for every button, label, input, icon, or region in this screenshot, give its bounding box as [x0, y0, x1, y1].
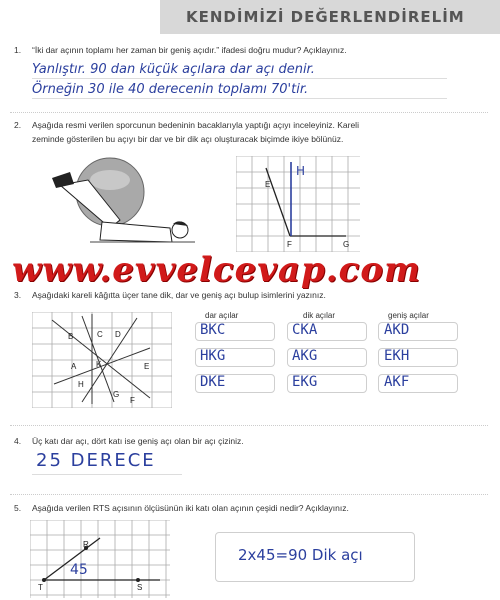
- question-5-number: 5.: [14, 503, 22, 513]
- question-3-number: 3.: [14, 290, 22, 300]
- column-header-right: dik açılar: [303, 311, 336, 320]
- page-title: KENDİMİZİ DEĞERLENDİRELİM: [186, 8, 465, 26]
- label-h: H: [78, 380, 84, 389]
- watermark: www.evvelcevap.com: [12, 250, 421, 290]
- angle-measure: 45: [70, 562, 88, 578]
- column-header-acute: dar açılar: [205, 311, 239, 320]
- question-5-answer: 2x45=90 Dik açı: [238, 546, 363, 564]
- label-r: R: [83, 540, 89, 549]
- right-angle-answer: EKG: [292, 374, 318, 390]
- question-2-number: 2.: [14, 120, 22, 130]
- label-g: G: [113, 390, 120, 399]
- column-header-obtuse: geniş açılar: [388, 311, 429, 320]
- question-5-text: Aşağıda verilen RTS açısının ölçüsünün iki katı olan açının çeşidi nedir? Açıklayınız.: [32, 503, 349, 513]
- obtuse-angle-answer: EKH: [384, 348, 410, 364]
- acute-angle-answer: DKE: [200, 374, 226, 390]
- label-b: B: [68, 332, 74, 341]
- answer-line: [32, 78, 447, 79]
- divider: [10, 494, 488, 495]
- label-a: A: [71, 362, 77, 371]
- question-5-grid: [30, 520, 170, 598]
- label-k: K: [96, 360, 102, 369]
- athlete-illustration: [30, 150, 200, 250]
- right-angle-answer: CKA: [292, 322, 318, 338]
- label-e: E: [265, 180, 271, 189]
- answer-line: [32, 474, 182, 475]
- label-c: C: [97, 330, 103, 339]
- obtuse-angle-answer: AKD: [384, 322, 410, 338]
- label-h: H: [296, 164, 306, 178]
- label-s: S: [137, 583, 143, 592]
- question-4-number: 4.: [14, 436, 22, 446]
- label-g: G: [343, 240, 350, 249]
- acute-angle-answer: BKC: [200, 322, 226, 338]
- divider: [10, 112, 488, 113]
- question-1-number: 1.: [14, 45, 22, 55]
- question-4-answer: 25 DERECE: [36, 450, 156, 471]
- question-1-text: “İki dar açının toplamı her zaman bir geniş açıdır.” ifadesi doğru mudur? Açıklayınız.: [32, 45, 347, 55]
- question-1-answer-line-1: Yanlıştır. 90 dan küçük açılara dar açı denir.: [32, 62, 315, 77]
- question-3-grid: [32, 312, 172, 408]
- label-f: F: [287, 240, 292, 249]
- label-d: D: [115, 330, 121, 339]
- label-e: E: [144, 362, 150, 371]
- right-angle-answer: AKG: [292, 348, 318, 364]
- question-3-text: Aşağıdaki kareli kâğıtta üçer tane dik, dar ve geniş açı bulup isimlerini yazınız.: [32, 290, 326, 300]
- answer-line: [32, 98, 447, 99]
- question-1-answer-line-2: Örneğin 30 ile 40 derecenin toplamı 70'tir.: [32, 82, 309, 97]
- question-2-text-line-1: Aşağıda resmi verilen sporcunun bedeninin bacaklarıyla yaptığı açıyı inceleyiniz. Kareli: [32, 120, 359, 130]
- acute-angle-answer: HKG: [200, 348, 226, 364]
- label-t: T: [38, 583, 43, 592]
- obtuse-angle-answer: AKF: [384, 374, 410, 390]
- divider: [10, 425, 488, 426]
- label-f: F: [130, 396, 135, 405]
- question-4-text: Üç katı dar açı, dört katı ise geniş açı olan bir açı çiziniz.: [32, 436, 244, 446]
- question-2-text-line-2: zeminde gösterilen bu açıyı bir dar ve bir dik açı oluşturacak biçimde ikiye bölünüz.: [32, 134, 344, 144]
